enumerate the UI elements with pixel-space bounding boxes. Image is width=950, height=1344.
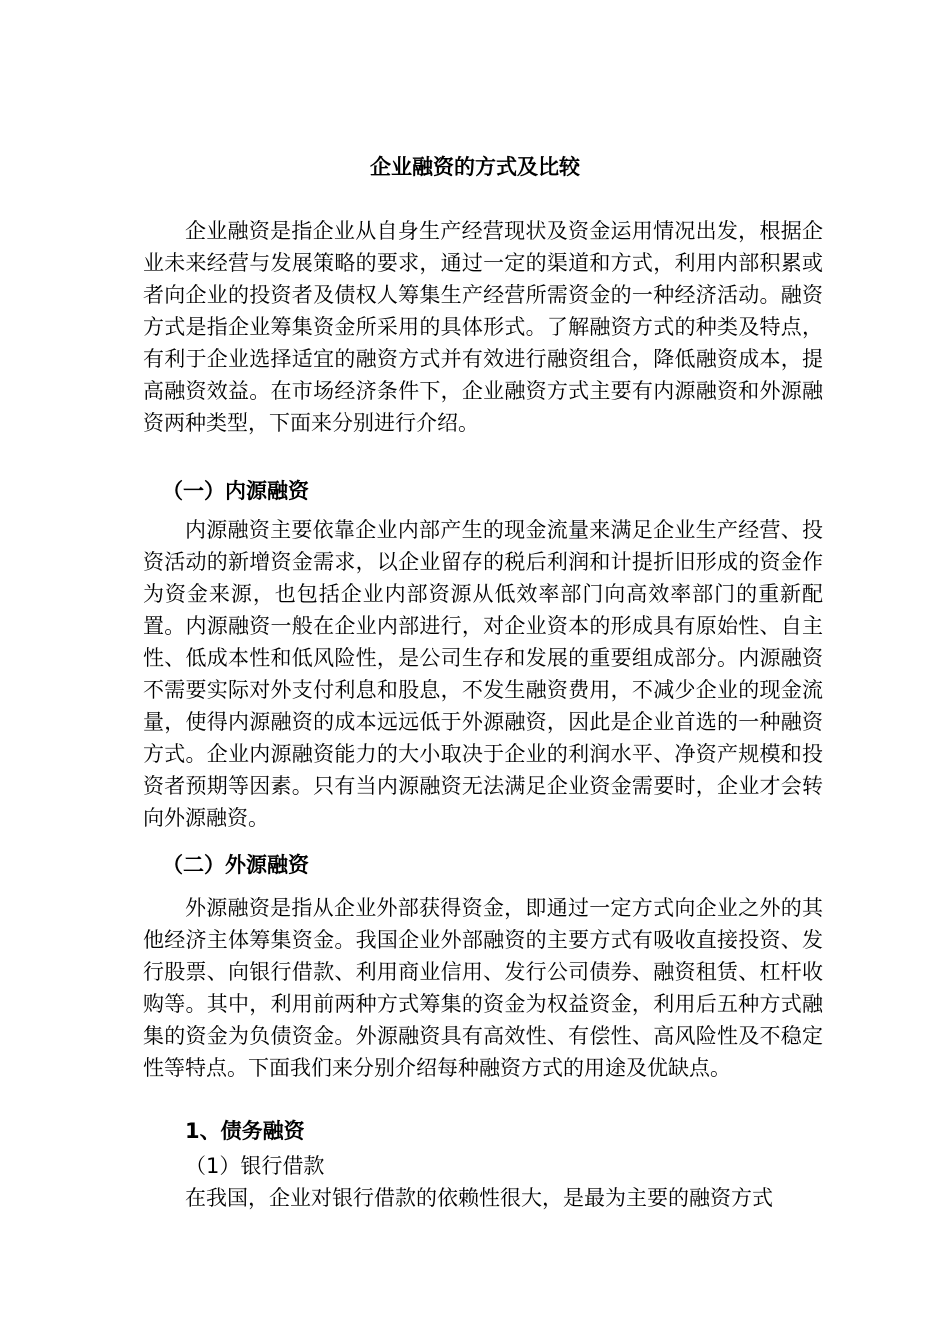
section-body-external-financing: 外源融资是指从企业外部获得资金，即通过一定方式向企业之外的其他经济主体筹集资金。我国企业外部融资的主要方式有吸收直接投资、发行股票、向银行借款、利用商业信用、发行公司债券、融资租赁、杠杆收购等。其中，利用前两种方式筹集的资金为权益资金，利用后五种方式融集的资金为负债资金。外源融资具有高效性、有偿性、高风险性及不稳定性等特点。下面我们来分别介绍每种融资方式的用途及优缺点。 xyxy=(143,896,823,1080)
item-body-bank-loan: 在我国，企业对银行借款的依赖性很大，是最为主要的融资方式 xyxy=(185,1186,773,1210)
section-heading-internal-financing: （一）内源融资 xyxy=(162,479,309,503)
subsection-heading-debt-financing: 1、债务融资 xyxy=(185,1119,305,1143)
item-heading-bank-loan: （1）银行借款 xyxy=(185,1154,325,1178)
section-body-internal-financing: 内源融资主要依靠企业内部产生的现金流量来满足企业生产经营、投资活动的新增资金需求，以企业留存的税后利润和计提折旧形成的资金作为资金来源，也包括企业内部资源从低效率部门向高效率部门的重新配置。内源融资一般在企业内部进行，对企业资本的形成具有原始性、自主性、低成本性和低风险性，是公司生存和发展的重要组成部分。内源融资不需要实际对外支付利息和股息，不发生融资费用，不减少企业的现金流量，使得内源融资的成本远远低于外源融资，因此是企业首选的一种融资方式。企业内源融资能力的大小取决于企业的利润水平、净资产规模和投资者预期等因素。只有当内源融资无法满足企业资金需要时，企业才会转向外源融资。 xyxy=(143,518,823,830)
document-title: 企业融资的方式及比较 xyxy=(370,155,580,179)
intro-paragraph: 企业融资是指企业从自身生产经营现状及资金运用情况出发，根据企业未来经营与发展策略的要求，通过一定的渠道和方式，利用内部积累或者向企业的投资者及债权人筹集生产经营所需资金的一种经济活动。融资方式是指企业筹集资金所采用的具体形式。了解融资方式的种类及特点，有利于企业选择适宜的融资方式并有效进行融资组合，降低融资成本，提高融资效益。在市场经济条件下，企业融资方式主要有内源融资和外源融资两种类型，下面来分别进行介绍。 xyxy=(143,219,823,435)
section-heading-external-financing: （二）外源融资 xyxy=(162,853,309,877)
